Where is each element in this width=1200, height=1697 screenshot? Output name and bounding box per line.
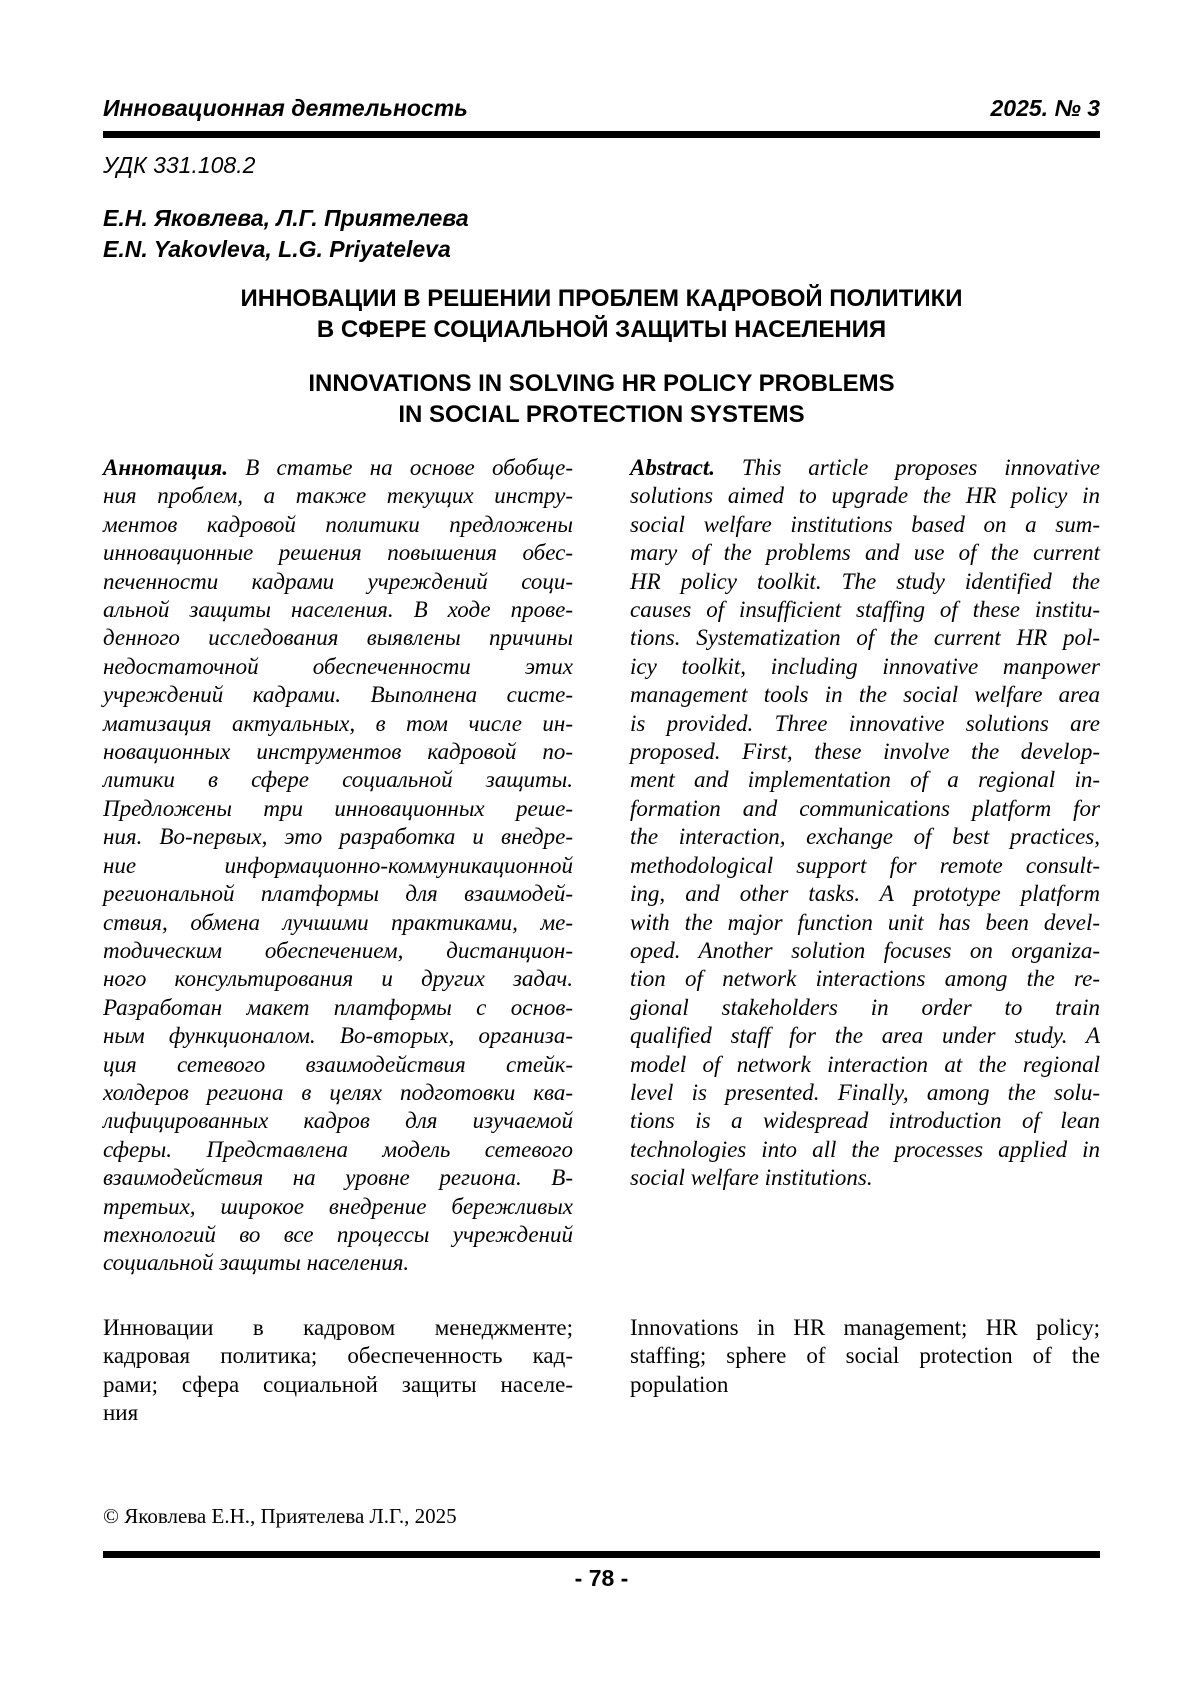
abstract-ru-body: ния проблем, а также текущих инстру- ментов кадровой политики предложены инновационные решения повышения обес- печенности кадрами учреждений соци- альной защиты населения. В ходе прове- денного исследования выявлены причины недостаточной обеспеченности этих учреждений кадрами. Выполнена систе- матизация актуальных, в том числе ин- новационных инструментов кадровой по- литики в сфере социальной защиты. Предложены три инновационных реше- ния. Во-первых, это разработка и внедре- ние информационно-коммуникационной региональной платформы для взаимодей- ствия, обмена лучшими практиками, ме- тодическим обеспечением, дистанцион- ного консультирования и других задач. Разработан макет платформы с основ- ным функционалом. Во-вторых, организа- ция сетевого взаимодействия стейк- холдеров региона в целях подготовки ква- лифицированных кадров для изучаемой сферы. Представлена модель сетевого взаимодействия на уровне региона. В- третьих, широкое внедрение бережливых технологий во все процессы учреждений социальной защиты населения.: [103, 483, 573, 1276]
running-head: [103, 95, 1100, 121]
abstract-ru-first-line-text: В статье на основе обобще-: [245, 455, 574, 480]
authors-ru: Е.Н. Яковлева, Л.Г. Приятелева: [103, 205, 469, 231]
footer-rule: [103, 1551, 1100, 1558]
authors-en: E.N. Yakovleva, L.G. Priyateleva: [103, 236, 451, 262]
issue-number: 2025. № 3: [990, 95, 1100, 121]
keywords-ru: Инновации в кадровом менеджменте; кадровая политика; обеспеченность кад- рами; сфера социальной защиты населе- ния: [103, 1314, 573, 1425]
abstract-columns: [103, 454, 1100, 1278]
journal-title: Инновационная деятельность: [103, 95, 468, 121]
keywords-en: Innovations in HR management; HR policy; staffing; sphere of social protection of the population: [630, 1314, 1100, 1397]
abstract-ru-lead: Аннотация.: [103, 455, 228, 480]
abstract-en-lead: Abstract.: [630, 455, 715, 480]
abstract-en-body: solutions aimed to upgrade the HR policy in social welfare institutions based on a sum- mary of the problems and use of the current HR policy toolkit. The study identified the causes of insufficient staffing of these institu- tions. Systematization of the current HR pol- icy toolkit, including innovative manpower management tools in the social welfare area is provided. Three innovative solutions are proposed. First, these involve the develop- ment and implementation of a regional in- formation and communications platform for the interaction, exchange of best practices, methodological support for remote consult- ing, and other tasks. A prototype platform with the major function unit has been devel- oped. Another solution focuses on organiza- tion of network interactions among the re- gional stakeholders in order to train qualified staff for the area under study. A model of network interaction at the regional level is presented. Finally, among the solu- tions is a widespread introduction of lean technologies into all the processes applied in social welfare institutions.: [630, 483, 1100, 1191]
authors-block: [103, 203, 1100, 265]
abstract-en-first-line: [630, 454, 1100, 482]
udc-code: УДК 331.108.2: [103, 152, 256, 178]
article-title-en: INNOVATIONS IN SOLVING HR POLICY PROBLEMS IN SOCIAL PROTECTION SYSTEMS: [308, 370, 895, 428]
abstract-ru-first-line: [103, 454, 573, 482]
abstract-ru: [103, 454, 573, 1278]
article-title-ru: ИННОВАЦИИ В РЕШЕНИИ ПРОБЛЕМ КАДРОВОЙ ПОЛИТИКИ В СФЕРЕ СОЦИАЛЬНОЙ ЗАЩИТЫ НАСЕЛЕНИЯ: [240, 285, 963, 343]
abstract-en: [630, 454, 1100, 1278]
abstract-en-first-line-text: This article proposes innovative: [741, 455, 1100, 480]
keywords-columns: [103, 1314, 1100, 1428]
header-rule: [103, 131, 1100, 138]
page-number: - 78 -: [574, 1565, 629, 1592]
copyright-notice: © Яковлева Е.Н., Приятелева Л.Г., 2025: [103, 1504, 457, 1529]
